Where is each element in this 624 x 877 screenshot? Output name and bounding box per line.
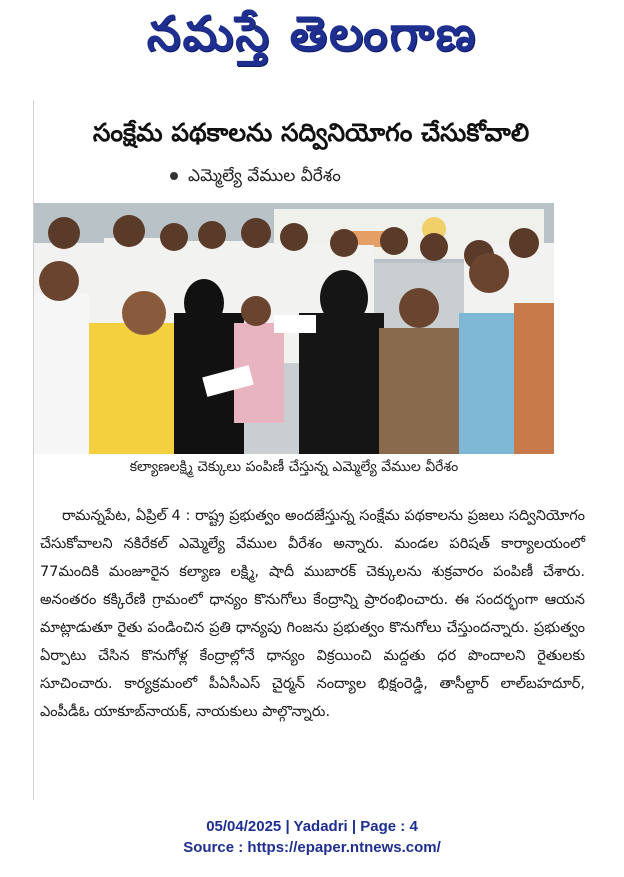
article-body: [40, 502, 585, 726]
article-paragraph: రామన్నపేట, ఏప్రిల్ 4 : రాష్ట్ర ప్రభుత్వం అందజేస్తున్న సంక్షేమ పథకాలను ప్రజలు సద్వినియోగం చేసుకోవాలని నకిరేకల్ ఎమ్మెల్యే వేముల వీరేశం అన్నారు. మండల పరిషత్ కార్యాలయంలో 77మందికి మంజూరైన కల్యాణ లక్ష్మి, షాదీ ముబారక్ చెక్కులను శుక్రవారం పంపిణీ చేశారు. అనంతరం కక్కిరేణి గ్రామంలో ధాన్యం కొనుగోలు కేంద్రాన్ని ప్రారంభించారు. ఈ సందర్భంగా ఆయన మాట్లాడుతూ రైతు పండించిన ప్రతి ధాన్యపు గింజను ప్రభుత్వం కొనుగోలు చేస్తుందన్నారు. ప్రభుత్వం ఏర్పాటు చేసిన కొనుగోళ్ల కేంద్రాల్లోనే ధాన్యం విక్రయించి మద్దతు ధర పొందాలని రైతులకు సూచించారు. కార్యక్రమంలో పీఏసీఎస్ చైర్మన్ నంద్యాల భిక్షంరెడ్డి, తాసీల్దార్ లాల్‌బహదూర్, ఎంపీడీఓ యాకూబ్‌నాయక్, నాయకులు పాల్గొన్నారు.: [40, 508, 585, 720]
cut-off-next-headline: [110, 793, 470, 801]
photo-caption: కల్యాణలక్ష్మి చెక్కులు పంపిణీ చేస్తున్న ఎమ్మెల్యే వేముల వీరేశం: [129, 459, 459, 475]
subheadline-text: ఎమ్మెల్యే వేముల వీరేశం: [188, 166, 341, 186]
subheadline: [170, 166, 470, 190]
photo-illustration: [34, 203, 554, 454]
footer-dateline: 05/04/2025 | Yadadri | Page : 4: [206, 818, 418, 835]
headline: సంక్షేమ పథకాలను సద్వినియోగం చేసుకోవాలి: [92, 118, 530, 147]
newspaper-title: నమస్తే తెలంగాణ: [146, 6, 478, 62]
footer-source: Source : https://epaper.ntnews.com/: [183, 839, 441, 856]
masthead: [0, 0, 624, 78]
news-photo: [34, 203, 554, 454]
bullet-icon: [170, 172, 178, 180]
